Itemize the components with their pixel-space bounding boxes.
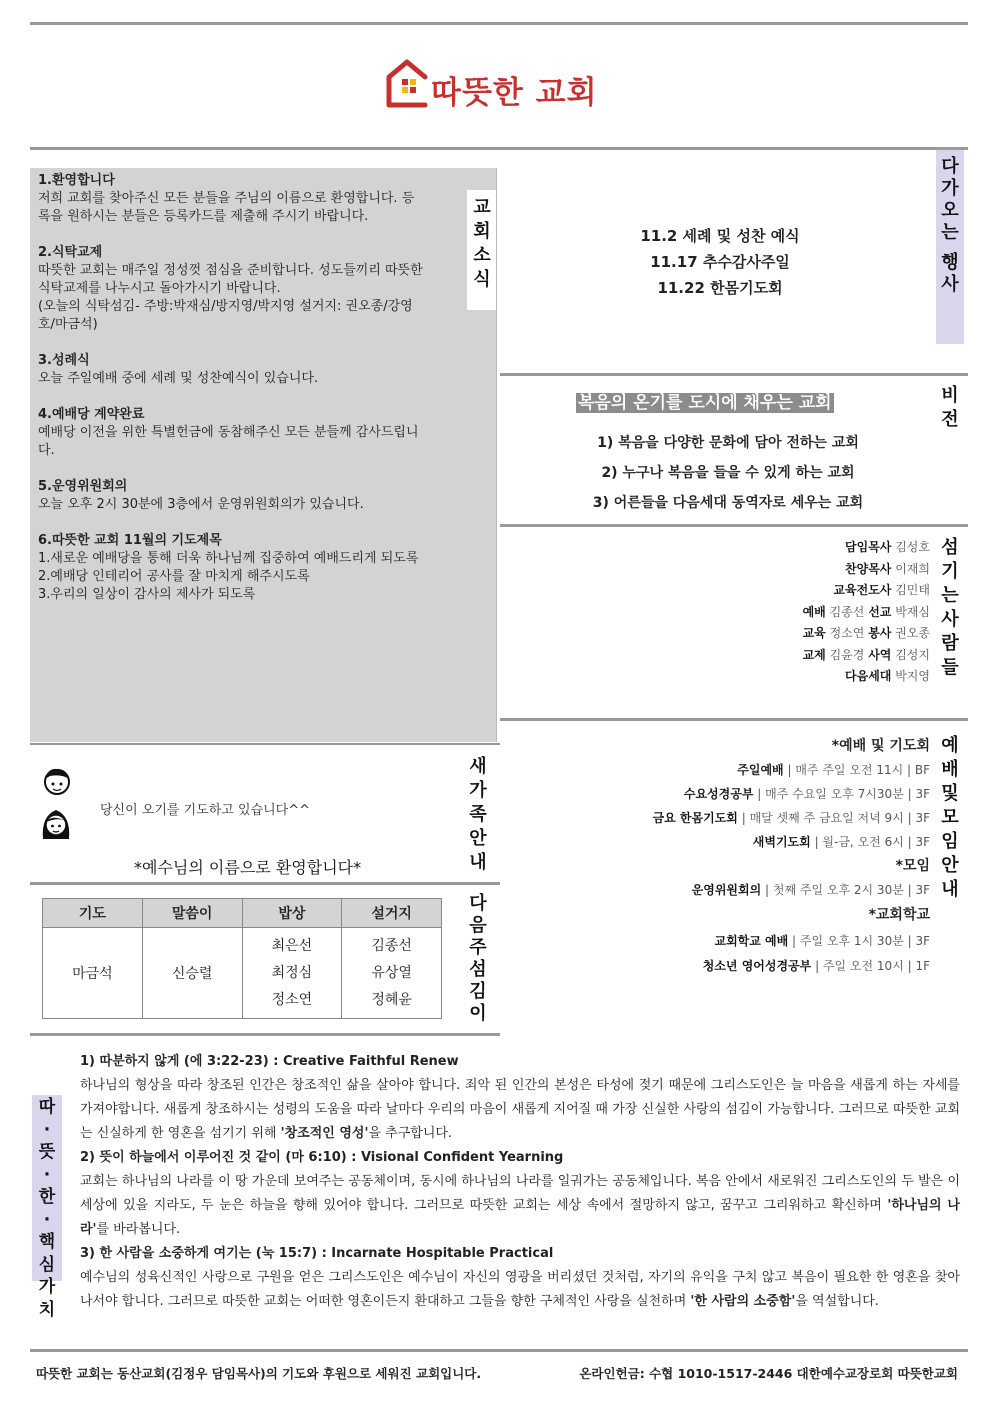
section-rule (500, 718, 968, 721)
vision-list (548, 428, 908, 518)
event-item: 11.22 한몸기도회 (657, 279, 783, 297)
footer-left: 따뜻한 교회는 동산교회(김정우 담임목사)의 기도와 후원으로 세워진 교회입니다. (36, 1366, 482, 1381)
news-text: 오늘 주일예배 중에 세례 및 성찬예식이 있습니다. (38, 371, 319, 386)
duty-word: 신승렬 (142, 928, 242, 1019)
events-list (540, 223, 900, 301)
servers-title: 섬 기 는 사 람 들 (941, 537, 959, 678)
news-heading: 6.따뜻한 교회 11월의 기도제목 (38, 533, 222, 548)
church-logo (385, 55, 615, 111)
news-text: 록을 원하시는 분들은 등록카드를 제출해 주시기 바랍니다. (38, 209, 369, 224)
meeting-row: 금요 한몸기도회 | 매달 셋째 주 금요일 저녁 9시 | 3F (652, 811, 930, 825)
vision-title: 비 전 (941, 385, 959, 430)
duty-header: 말씀이 (142, 899, 242, 928)
news-heading: 5.운영위원회의 (38, 479, 128, 494)
newfamily-message: 당신이 오기를 기도하고 있습니다^^ (100, 803, 310, 818)
news-text: (오늘의 식탁섬김- 주방:박재심/방지영/박지영 설거지: 권오종/강영 (38, 299, 413, 314)
news-text: 호/마금석) (38, 317, 98, 332)
event-item: 11.17 추수감사주일 (650, 253, 790, 271)
newfamily-welcome: *예수님의 이름으로 환영합니다* (134, 858, 362, 877)
news-item (38, 172, 456, 226)
meeting-section-header: *예배 및 기도회 (831, 738, 930, 754)
top-rule (30, 22, 968, 25)
event-item: 11.2 세례 및 성찬 예식 (640, 227, 800, 245)
duty-title: 다 음 주 섬 김 이 (469, 893, 487, 1024)
duty-header: 밥상 (242, 899, 342, 928)
meeting-row: 교회학교 예배 | 주일 오후 1시 30분 | 3F (714, 934, 930, 948)
footer-rule (30, 1349, 968, 1352)
meeting-section-header: *모임 (895, 858, 930, 874)
news-text: 다. (38, 443, 55, 458)
news-title: 교 회 소 식 (473, 197, 491, 290)
meetings-list (540, 734, 930, 978)
news-text: 따뜻한 교회는 매주일 정성껏 점심을 준비합니다. 성도들끼리 따뜻한 (38, 263, 423, 278)
server-row: 담임목사 김성호 (845, 540, 930, 554)
news-heading: 1.환영합니다 (38, 173, 115, 188)
meeting-row: 새벽기도회 | 월-금, 오전 6시 | 3F (752, 835, 930, 849)
vision-item: 3) 어른들을 다음세대 동역자로 세우는 교회 (592, 495, 864, 511)
core-value-heading: 2) 뜻이 하늘에서 이루어진 것 같이 (마 6:10) : Visional Confident Yearning (80, 1150, 564, 1165)
server-row: 예배 김종선 선교 박재심 (802, 604, 930, 619)
meeting-row: 운영위원회의 | 첫째 주일 오후 2시 30분 | 3F (691, 883, 930, 897)
news-text: 식탁교제를 나누시고 돌아가시기 바랍니다. (38, 281, 281, 296)
core-value-body: 하나님의 형상을 따라 창조된 인간은 창조적인 삶을 살아야 합니다. 죄악 된 인간의 본성은 타성에 젖기 때문에 그리스도인은 늘 마음을 새롭게 하는 자세를 가져야합니다. 새롭게 창조하시는 성령의 도움을 따라 날마다 우리의 마음이 새롭게 지어질 때 가장 신실한 사랑의 섬김이 가능합니다. 그러므로 따뜻한 교회는 신실하게 한 영혼을 섬기기 위해 '창조적인 영성'을 추구합니다. (80, 1078, 960, 1141)
vision-item: 2) 누구나 복음을 들을 수 있게 하는 교회 (601, 465, 855, 481)
section-rule (30, 743, 500, 745)
footer-right: 온라인헌금: 수협 1010-1517-2446 대한예수교장로회 따뜻한교회 (579, 1366, 958, 1381)
duty-header: 설거지 (342, 899, 442, 928)
news-item (38, 478, 456, 514)
news-text: 예배당 이전을 위한 특별헌금에 동참해주신 모든 분들께 감사드립니 (38, 425, 419, 440)
section-rule (500, 373, 968, 376)
core-values-content (80, 1050, 960, 1314)
meeting-row: 주일예배 | 매주 주일 오전 11시 | BF (737, 763, 930, 777)
house-logo-icon (385, 57, 429, 109)
core-values-title: 따 · 뜻 · 한 · 핵 심 가 치 (38, 1097, 56, 1320)
server-row: 교육전도사 김민태 (833, 583, 930, 597)
duty-header: 기도 (43, 899, 143, 928)
server-row: 교제 김윤경 사역 김성지 (802, 647, 930, 662)
vision-headline (576, 388, 834, 413)
server-row: 교육 정소연 봉사 권오종 (802, 626, 930, 640)
core-value-heading: 1) 따분하지 않게 (에 3:22-23) : Creative Faithful Renew (80, 1054, 459, 1069)
news-content (38, 172, 456, 604)
column-divider (496, 168, 497, 742)
server-row: 다음세대 박지영 (845, 669, 930, 683)
servers-list (660, 537, 930, 688)
meetings-title: 예 배 및 모 임 안 내 (941, 735, 959, 900)
news-heading: 2.식탁교제 (38, 245, 103, 260)
server-row: 찬양목사 이재희 (845, 561, 930, 576)
news-item (38, 532, 456, 604)
meeting-row: 청소년 영어성경공부 | 주일 오전 10시 | 1F (702, 959, 930, 973)
news-text: 오늘 오후 2시 30분에 3층에서 운영위원회의가 있습니다. (38, 497, 364, 512)
news-text: 저희 교회를 찾아주신 모든 분들을 주님의 이름으로 환영합니다. 등 (38, 191, 415, 206)
news-item (38, 244, 456, 334)
meeting-section-header: *교회학교 (868, 907, 930, 923)
core-value-body: 예수님의 성육신적인 사랑으로 구원을 얻은 그리스도인은 예수님이 자신의 영광을 버리셨던 것처럼, 자기의 유익을 구치 않고 복음이 필요한 한 영혼을 찾아 나서야 합니다. 그러므로 따뜻한 교회는 어떠한 영혼이든지 환대하고 그들을 향한 구체적인 사랑을 실천하며 '한 사람의 소중함'을 역설합니다. (80, 1270, 960, 1309)
section-rule (30, 882, 500, 885)
newfamily-title: 새 가 족 안 내 (469, 756, 487, 873)
news-heading: 3.성례식 (38, 353, 90, 368)
news-text: 2.예배당 인테리어 공사를 잘 마치게 해주시도록 (38, 569, 310, 584)
duty-dishes: 김종선 유상열 정혜윤 (342, 928, 442, 1019)
news-item (38, 406, 456, 460)
logo-text: 따뜻한 교회 (431, 75, 598, 111)
news-text: 3.우리의 일상이 감사의 제사가 되도록 (38, 587, 256, 602)
duty-prayer: 마금석 (43, 928, 143, 1019)
meeting-row: 수요성경공부 | 매주 수요일 오후 7시30분 | 3F (683, 787, 930, 801)
events-title: 다 가 오 는 행 사 (941, 156, 959, 295)
man-avatar-icon (42, 765, 72, 799)
duty-meal: 최은선 최정심 정소연 (242, 928, 342, 1019)
vision-headline-text: 복음의 온기를 도시에 채우는 교회 (578, 393, 832, 413)
header-rule (30, 147, 968, 150)
core-value-body: 교회는 하나님의 나라를 이 땅 가운데 보여주는 공동체이며, 동시에 하나님의 나라를 일궈가는 공동체입니다. 복음 안에서 새로워진 그리스도인의 두 발은 이 세상에 있을 지라도, 두 눈은 하늘을 향해 있어야 합니다. 그러므로 따뜻한 교회는 세상 속에서 절망하지 않고, 꿈꾸고 그리워하고 확신하며 '하나님의 나라'를 바라봅니다. (80, 1174, 960, 1237)
news-heading: 4.예배당 계약완료 (38, 407, 145, 422)
core-value-heading: 3) 한 사람을 소중하게 여기는 (눅 15:7) : Incarnate Hospitable Practical (80, 1246, 554, 1261)
vision-item: 1) 복음을 다양한 문화에 담아 전하는 교회 (597, 435, 859, 451)
news-item (38, 352, 456, 388)
woman-avatar-icon (40, 806, 72, 842)
section-rule (500, 524, 968, 527)
duty-table (42, 898, 442, 1019)
news-text: 1.새로운 예배당을 통해 더욱 하나님께 집중하여 예배드리게 되도록 (38, 551, 419, 566)
section-rule (30, 1033, 500, 1036)
